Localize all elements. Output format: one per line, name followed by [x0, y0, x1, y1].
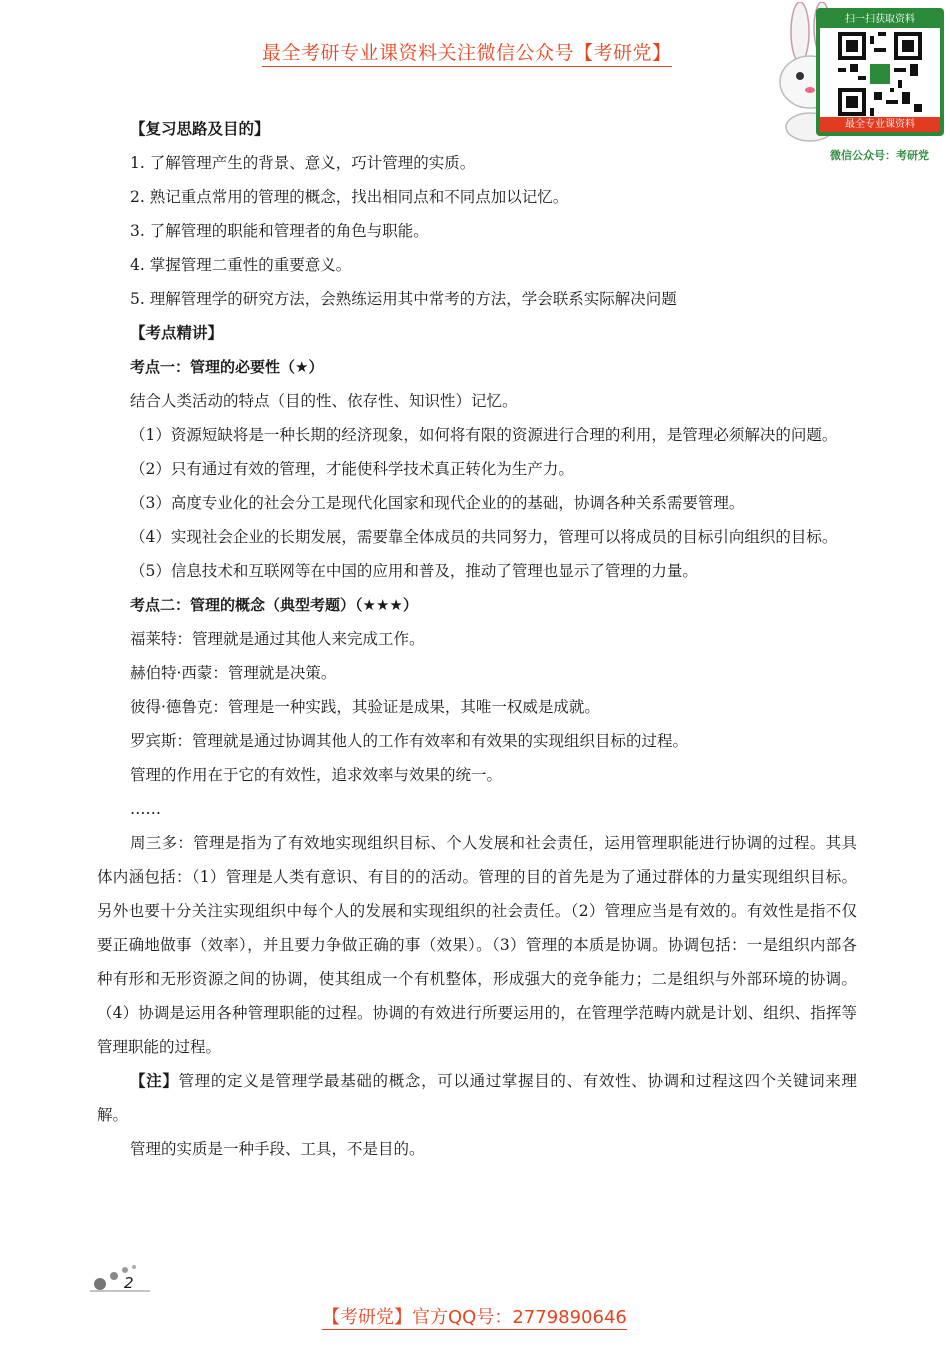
essence-line: 管理的实质是一种手段、工具，不是目的。 [130, 1140, 425, 1158]
note-text: 管理的定义是管理学最基础的概念，可以通过掌握目的、有效性、协调和过程这四个关键词来理解。 [97, 1072, 857, 1124]
ellipsis: …… [130, 800, 161, 818]
list-item: 2. 熟记重点常用的管理的概念，找出相同点和不同点加以记忆。 [130, 188, 569, 206]
list-item: （2）只有通过有效的管理，才能使科学技术真正转化为生产力。 [130, 460, 574, 478]
list-item: （3）高度专业化的社会分工是现代化国家和现代企业的的基础，协调各种关系需要管理。 [130, 494, 745, 512]
page-content [97, 112, 857, 1166]
qr-pattern-icon [838, 32, 922, 116]
list-item: 1. 了解管理产生的背景、意义，巧计管理的实质。 [130, 154, 476, 172]
review-heading: 【复习思路及目的】 [130, 119, 270, 138]
definition-item: 管理的作用在于它的有效性，追求效率与效果的统一。 [130, 766, 503, 784]
definition-item: 彼得·德鲁克：管理是一种实践，其验证是成果，其唯一权威是成就。 [130, 698, 600, 716]
definition-item: 罗宾斯：管理就是通过协调其他人的工作有效率和有效果的实现组织目标的过程。 [130, 732, 689, 750]
page-number: 2 [124, 1274, 134, 1292]
point2-title: 考点二：管理的概念（典型考题）（★★★） [130, 596, 418, 614]
header-banner: 最全考研专业课资料关注微信公众号【考研党】 [262, 38, 672, 67]
list-item: 4. 掌握管理二重性的重要意义。 [130, 256, 352, 274]
promo-caption: 微信公众号：考研党 [830, 149, 929, 162]
point1-intro: 结合人类活动的特点（目的性、依存性、知识性）记忆。 [130, 392, 518, 410]
footer-contact: 【考研党】官方QQ号：2779890646 [322, 1303, 627, 1330]
list-item: （1）资源短缺将是一种长期的经济现象，如何将有限的资源进行合理的利用，是管理必须解决的问题。 [130, 426, 838, 444]
qr-bottom-label: 最全专业课资料 [820, 117, 940, 132]
list-item: （5）信息技术和互联网等在中国的应用和普及，推动了管理也显示了管理的力量。 [130, 562, 698, 580]
note-paragraph [97, 1064, 857, 1132]
list-item: （4）实现社会企业的长期发展，需要靠全体成员的共同努力，管理可以将成员的目标引向组织的目标。 [130, 528, 838, 546]
point1-title: 考点一：管理的必要性（★） [130, 358, 324, 376]
list-item: 5. 理解管理学的研究方法，会熟练运用其中常考的方法，学会联系实际解决问题 [130, 290, 677, 308]
definition-item: 赫伯特·西蒙：管理就是决策。 [130, 664, 337, 682]
zhou-definition: 周三多：管理是指为了有效地实现组织目标、个人发展和社会责任，运用管理职能进行协调的过程。其具体内涵包括：（1）管理是人类有意识、有目的的活动。管理的目的首先是为了通过群体的力量实现组织目标。另外也要十分关注实现组织中每个人的发展和实现组织的社会责任。（2）管理应当是有效的。有效性是指不仅要正确地做事（效率），并且要力争做正确的事（效果）。（3）管理的本质是协调。协调包括：一是组织内部各种有形和无形资源之间的协调，使其组成一个有机整体，形成强大的竞争能力；二是组织与外部环境的协调。（4）协调是运用各种管理职能的过程。协调的有效进行所要运用的，在管理学范畴内就是计划、组织、指挥等管理职能的过程。 [97, 834, 857, 1056]
points-heading: 【考点精讲】 [130, 323, 224, 342]
note-label: 【注】 [130, 1071, 179, 1090]
list-item: 3. 了解管理的职能和管理者的角色与职能。 [130, 222, 429, 240]
qr-top-label: 扫一扫获取资料 [820, 12, 940, 28]
definition-item: 福莱特：管理就是通过其他人来完成工作。 [130, 630, 425, 648]
page-dots-icon [90, 1262, 150, 1292]
